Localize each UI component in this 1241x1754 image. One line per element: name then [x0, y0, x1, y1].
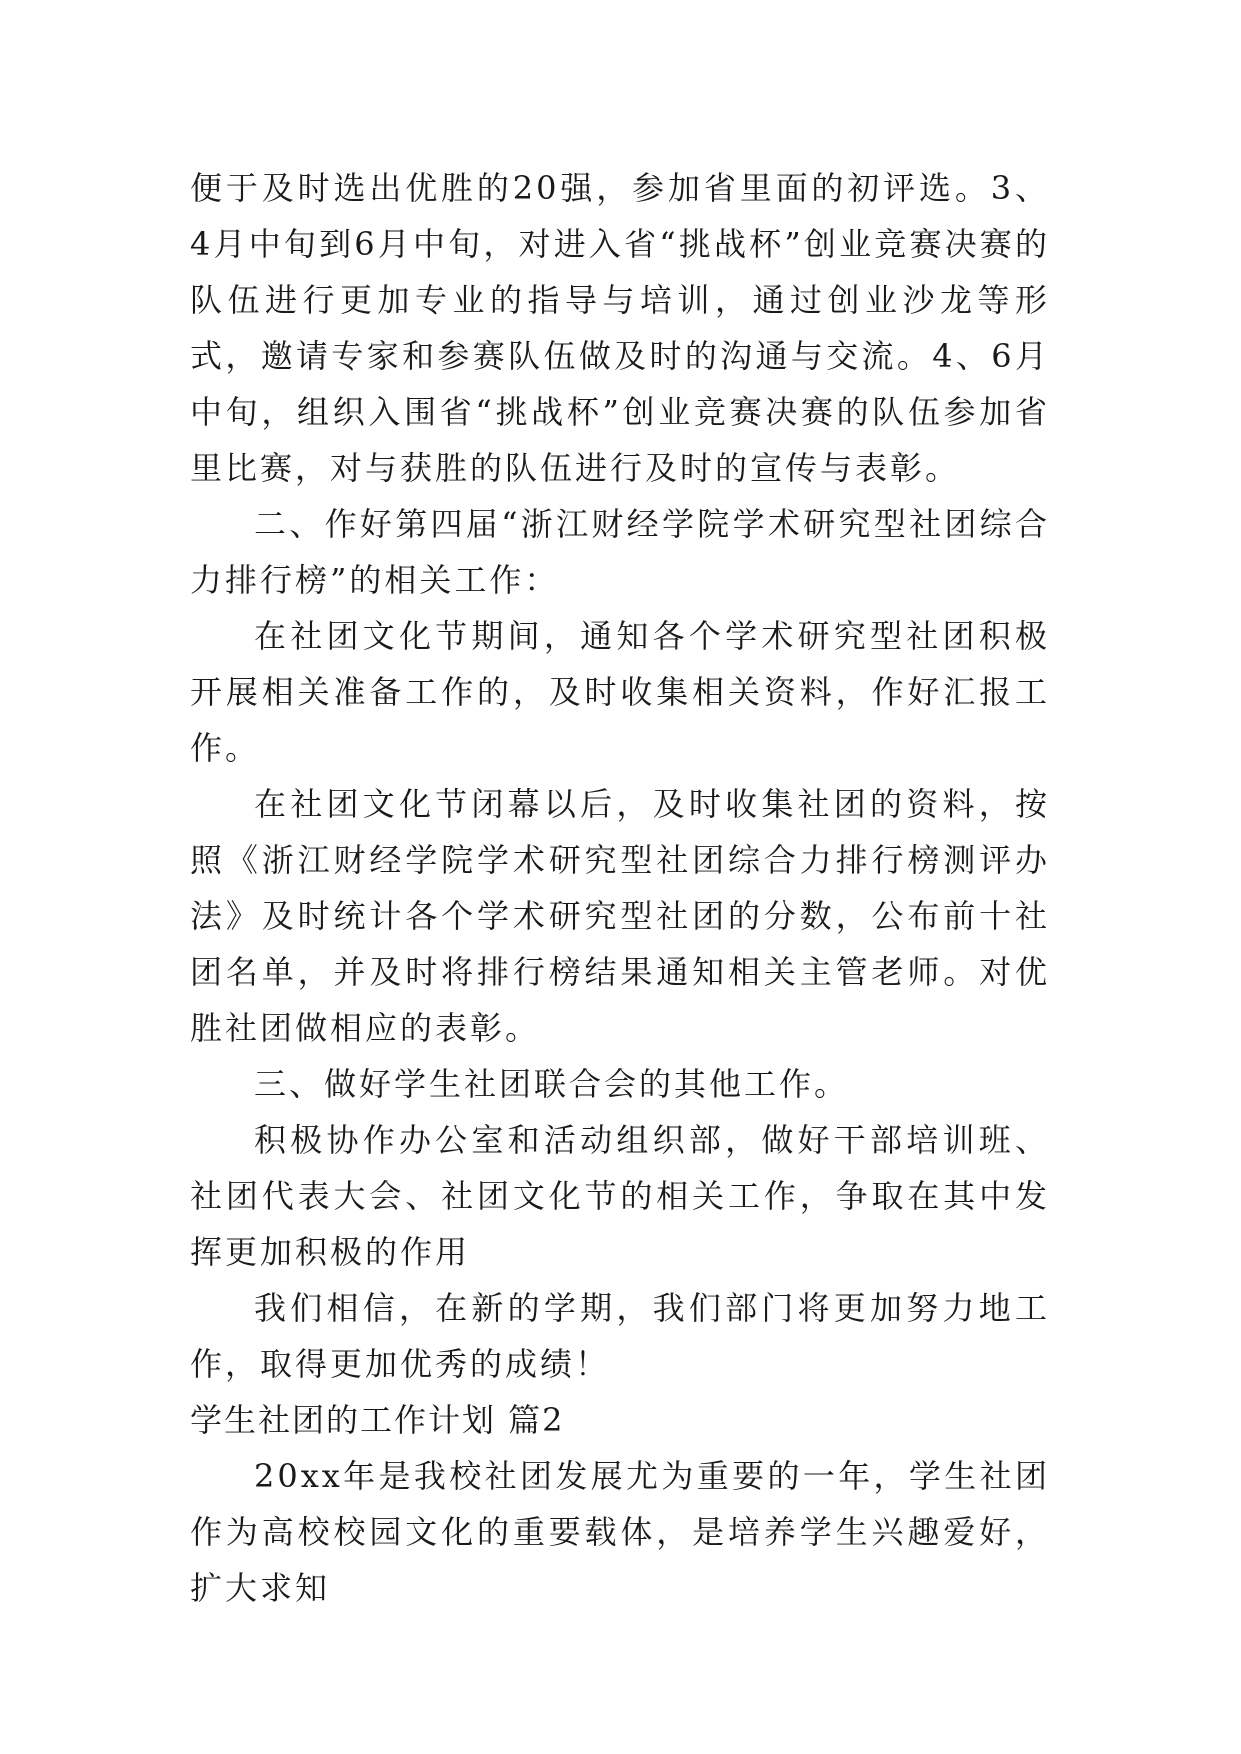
- paragraph-closing-statement: 我们相信，在新的学期，我们部门将更加努力地工作，取得更加优秀的成绩！: [190, 1289, 1050, 1383]
- paragraph-culture-festival-prep: 在社团文化节期间，通知各个学术研究型社团积极开展相关准备工作的，及时收集相关资料，作好汇报工作。: [190, 617, 1050, 767]
- section-title-plan-2: 学生社团的工作计划 篇2: [190, 1401, 565, 1439]
- paragraph-plan-2-intro: 20xx年是我校社团发展尤为重要的一年，学生社团作为高校校园文化的重要载体，是培养学生兴趣爱好，扩大求知: [190, 1457, 1050, 1607]
- paragraph-section-two-heading: 二、作好第四届“浙江财经学院学术研究型社团综合力排行榜”的相关工作：: [190, 505, 1050, 599]
- paragraph-cooperation: 积极协作办公室和活动组织部，做好干部培训班、社团代表大会、社团文化节的相关工作，争取在其中发挥更加积极的作用: [190, 1121, 1050, 1271]
- paragraph-ranking-evaluation: 在社团文化节闭幕以后，及时收集社团的资料，按照《浙江财经学院学术研究型社团综合力排行榜测评办法》及时统计各个学术研究型社团的分数，公布前十社团名单，并及时将排行榜结果通知相关主管老师。对优胜社团做相应的表彰。: [190, 785, 1050, 1047]
- document-body: [190, 160, 1050, 1616]
- paragraph-competition-schedule: 便于及时选出优胜的20强，参加省里面的初评选。3、4月中旬到6月中旬，对进入省“挑战杯”创业竞赛决赛的队伍进行更加专业的指导与培训，通过创业沙龙等形式，邀请专家和参赛队伍做及时的沟通与交流。4、6月中旬，组织入围省“挑战杯”创业竞赛决赛的队伍参加省里比赛，对与获胜的队伍进行及时的宣传与表彰。: [190, 169, 1050, 487]
- paragraph-section-three-heading: 三、做好学生社团联合会的其他工作。: [254, 1065, 850, 1103]
